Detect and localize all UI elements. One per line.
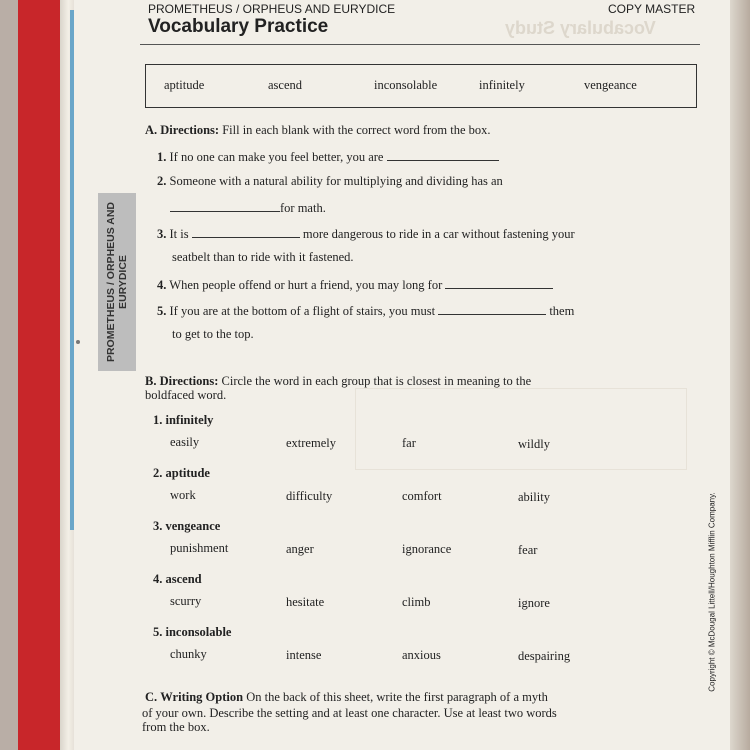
side-tab-label: PROMETHEUS / ORPHEUS AND EURYDICE [105,201,129,363]
group-5-word: 5. inconsolable [153,625,232,639]
option[interactable]: punishment [170,541,229,555]
page-shadow [730,0,750,750]
option[interactable]: hesitate [286,595,325,609]
section-b-directions: B. Directions: Circle the word in each group that is closest in meaning to the [145,374,532,388]
group-3-word: 3. vengeance [153,519,221,533]
option[interactable]: scurry [170,594,202,608]
option[interactable]: easily [170,435,200,449]
series-title: PROMETHEUS / ORPHEUS AND EURYDICE [148,2,396,16]
answer-blank[interactable] [445,276,553,289]
option[interactable]: intense [286,648,322,662]
option[interactable]: anxious [402,648,441,662]
answer-blank[interactable] [170,199,280,212]
answer-blank[interactable] [192,225,300,238]
option[interactable]: chunky [170,647,207,661]
binder-edge [0,0,18,750]
answer-blank[interactable] [387,148,499,161]
red-binder-strip [18,0,60,750]
option[interactable]: climb [402,595,431,609]
group-1-word: 1. infinitely [153,413,214,427]
copyright-notice: Copyright © McDougal Littell/Houghton Mifflin Company. [707,492,717,692]
option[interactable]: anger [286,542,314,556]
option[interactable]: work [170,488,196,502]
question-4: 4. When people offend or hurt a friend, you may long for [157,276,553,293]
option[interactable]: fear [518,543,538,557]
section-c-writing-option: C. Writing Option On the back of this sheet, write the first paragraph of a myth [145,690,548,704]
box-word: infinitely [479,78,525,92]
page-title: Vocabulary Practice [148,16,329,37]
copy-master-label: COPY MASTER [608,2,696,16]
option[interactable]: ignore [518,596,550,610]
option[interactable]: extremely [286,436,336,450]
section-c-line3: from the box. [142,720,210,734]
box-word: ascend [268,78,303,92]
option[interactable]: wildly [518,437,550,451]
group-2-word: 2. aptitude [153,466,210,480]
group-4-word: 4. ascend [153,572,202,586]
question-3-line2: seatbelt than to ride with it fastened. [172,250,354,264]
option[interactable]: comfort [402,489,442,503]
option[interactable]: far [402,436,416,450]
box-word: vengeance [584,78,637,92]
question-5: 5. If you are at the bottom of a flight of stairs, you must them [157,304,575,318]
option[interactable]: difficulty [286,489,333,503]
bleed-through-box [355,388,687,470]
question-2-line2: for math. [170,199,326,216]
box-word: inconsolable [374,78,438,92]
section-a-directions: A. Directions: Fill in each blank with the correct word from the box. [145,123,491,137]
box-word: aptitude [164,78,205,92]
option[interactable]: ignorance [402,542,452,556]
bleed-through-title: Vocabulary Study [505,18,656,38]
option[interactable]: ability [518,490,550,504]
question-5-line2: to get to the top. [172,327,254,341]
question-1: 1. If no one can make you feel better, you are [157,148,499,165]
question-3: 3. It is more dangerous to ride in a car without fastening your [157,227,575,241]
answer-blank[interactable] [438,302,546,315]
option[interactable]: despairing [518,649,571,663]
binder-hole-dot [76,340,80,344]
word-box [145,64,697,108]
section-b-directions-line2: boldfaced word. [145,388,227,402]
header-rule [140,44,700,45]
section-c-line2: of your own. Describe the setting and at least one character. Use at least two words [142,706,557,720]
question-2: 2. Someone with a natural ability for multiplying and dividing has an [157,174,503,188]
